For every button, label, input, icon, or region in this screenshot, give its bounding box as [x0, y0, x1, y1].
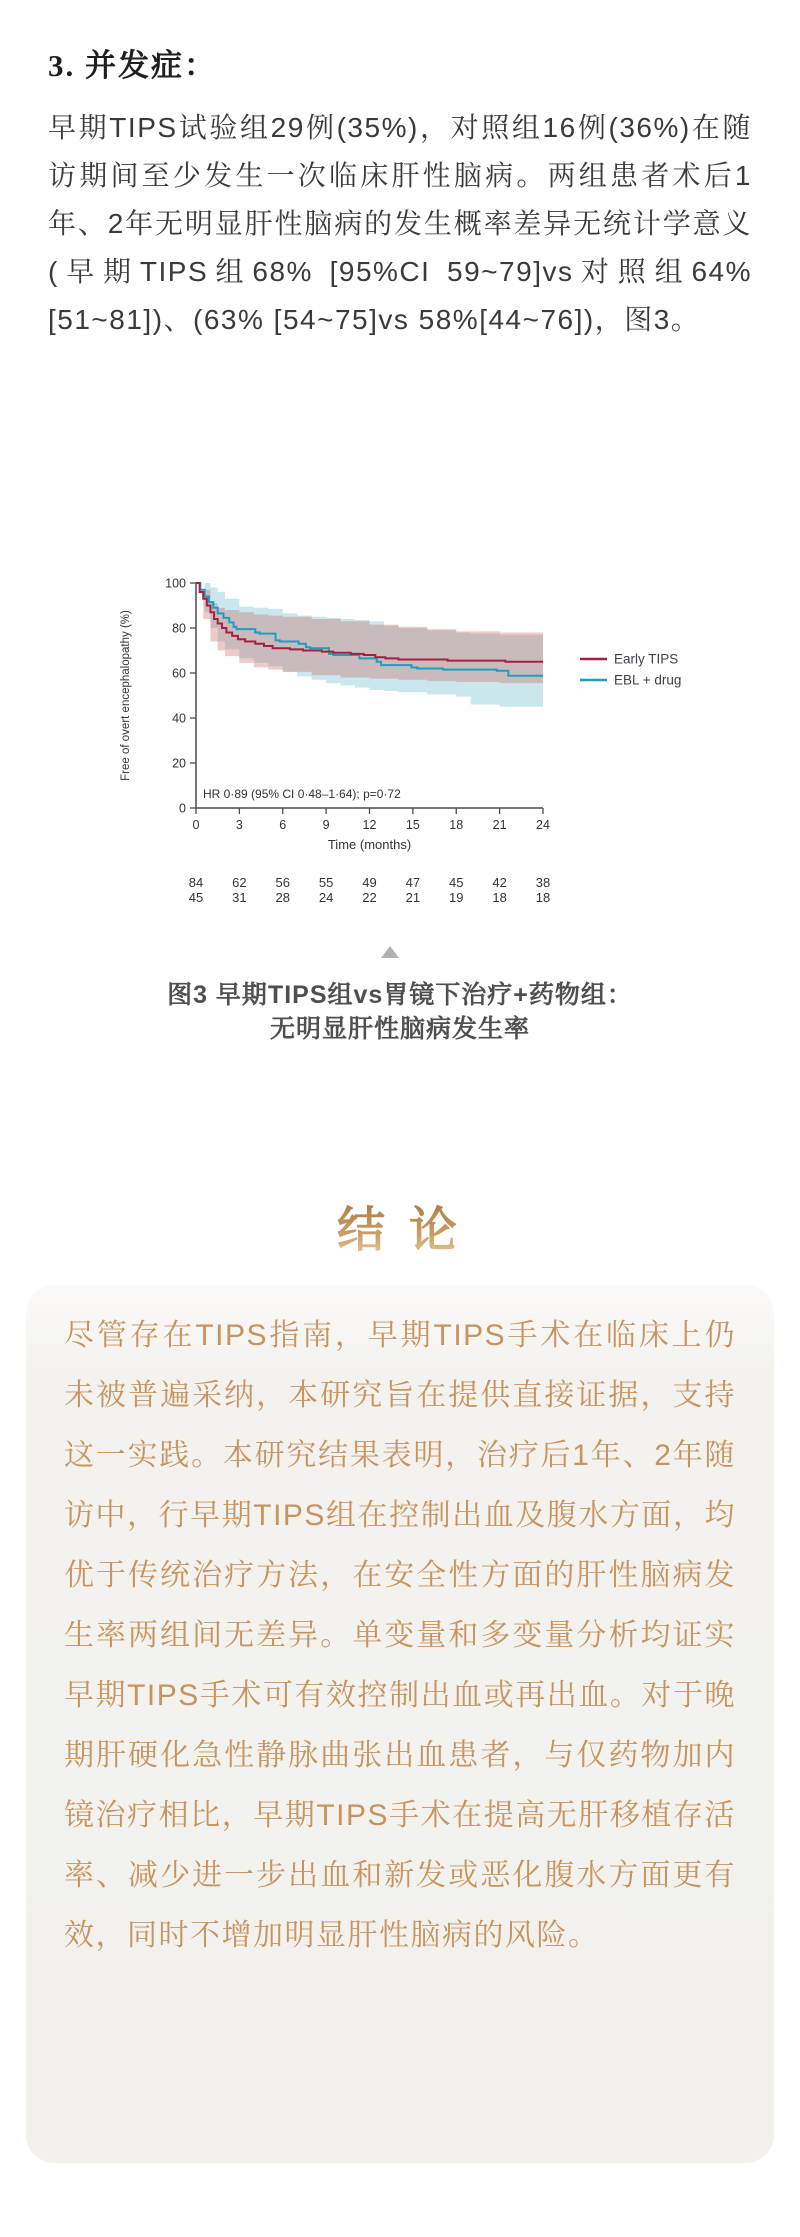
- y-tick-label: 0: [179, 801, 186, 816]
- legend-label-0: Early TIPS: [614, 651, 679, 667]
- at-risk-value: 24: [318, 890, 334, 905]
- x-tick-label: 12: [362, 818, 377, 832]
- at-risk-value: 45: [449, 875, 464, 890]
- hr-annotation: HR 0·89 (95% CI 0·48–1·64); p=0·72: [203, 787, 401, 801]
- at-risk-value: 31: [232, 890, 247, 905]
- at-risk-value: 19: [449, 890, 464, 905]
- y-tick-label: 20: [172, 756, 186, 771]
- at-risk-value: 45: [188, 890, 204, 905]
- x-tick-label: 3: [235, 818, 243, 832]
- at-risk-value: 49: [362, 875, 377, 890]
- body-paragraph: 早期TIPS试验组29例(35%)，对照组16例(36%)在随访期间至少发生一次临床肝性脑病。两组患者术后1年、2年无明显肝性脑病的发生概率差异无统计学意义(早期TIPS组68% [95%CI 59~79]vs对照组64%[51~81])、(63% [54~75]vs 58%[44~76])，图3。: [48, 112, 752, 335]
- x-tick-label: 21: [492, 818, 507, 832]
- figure-caption-line1: 图3 早期TIPS组vs胃镜下治疗+药物组：: [167, 981, 633, 1009]
- at-risk-value: 56: [275, 875, 290, 890]
- y-tick-label: 80: [172, 621, 186, 636]
- x-tick-label: 0: [192, 818, 200, 832]
- y-tick-label: 100: [165, 576, 186, 591]
- y-tick-label: 60: [172, 666, 186, 681]
- at-risk-value: 38: [535, 875, 551, 890]
- legend-label-1: EBL + drug: [614, 672, 682, 688]
- x-tick-label: 15: [405, 818, 420, 832]
- x-tick-label: 24: [536, 818, 550, 832]
- at-risk-value: 21: [405, 890, 421, 905]
- at-risk-value: 47: [405, 875, 421, 890]
- conclusion-heading: 结 论: [0, 1201, 800, 1261]
- figure-caption-line2: 无明显肝性脑病发生率: [269, 1015, 530, 1043]
- km-chart-figure: [90, 570, 730, 920]
- collapse-arrow-icon[interactable]: [381, 946, 399, 958]
- x-tick-label: 6: [279, 818, 287, 832]
- at-risk-value: 22: [362, 890, 377, 905]
- x-tick-label: 9: [322, 818, 330, 832]
- at-risk-value: 18: [492, 890, 507, 905]
- at-risk-value: 62: [232, 875, 247, 890]
- figure-caption: [0, 978, 800, 1046]
- conclusion-paragraph: 尽管存在TIPS指南，早期TIPS手术在临床上仍未被普遍采纳，本研究旨在提供直接证据，支持这一实践。本研究结果表明，治疗后1年、2年随访中，行早期TIPS组在控制出血及腹水方面，均优于传统治疗方法，在安全性方面的肝性脑病发生率两组间无差异。单变量和多变量分析均证实早期TIPS手术可有效控制出血或再出血。对于晚期肝硬化急性静脉曲张出血患者，与仅药物加内镜治疗相比，早期TIPS手术在提高无肝移植存活率、减少进一步出血和新发或恶化腹水方面更有效，同时不增加明显肝性脑病的风险。: [64, 1319, 736, 1952]
- at-risk-value: 28: [275, 890, 290, 905]
- y-tick-label: 40: [172, 711, 186, 726]
- x-axis-title: Time (months): [327, 837, 412, 852]
- at-risk-value: 55: [318, 875, 334, 890]
- x-tick-label: 18: [449, 818, 464, 832]
- y-axis-title: Free of overt encephalopathy (%): [120, 610, 132, 781]
- at-risk-value: 84: [188, 875, 204, 890]
- at-risk-value: 42: [492, 875, 507, 890]
- section-heading: 3. 并发症：: [48, 48, 217, 83]
- at-risk-value: 18: [535, 890, 551, 905]
